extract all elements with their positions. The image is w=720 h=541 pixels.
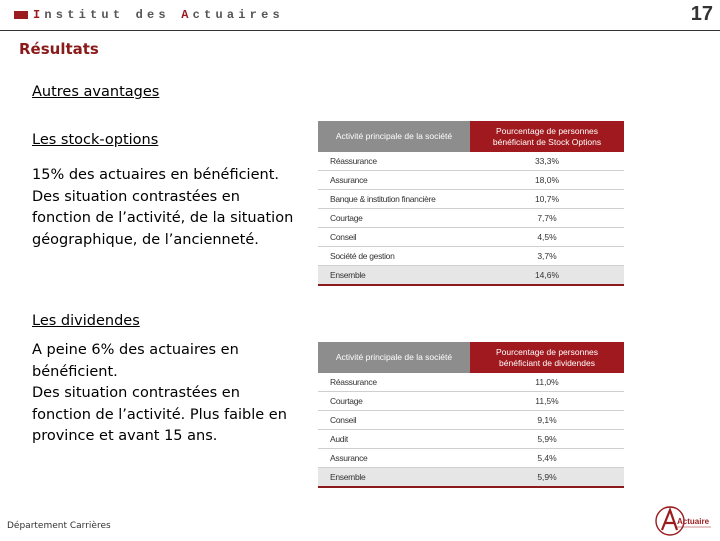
row-value: 5,4% [470,449,624,468]
total-value: 14,6% [470,266,624,286]
table-row [318,228,624,247]
header-line: Pourcentage de personnes [495,125,599,136]
brand-logo-text: Actuaire [677,517,710,526]
table-row [318,449,624,468]
table-header-activity: Activité principale de la société [318,342,470,373]
table-header-activity: Activité principale de la société [318,121,470,152]
row-label: Assurance [318,171,470,190]
row-label: Conseil [318,228,470,247]
row-label: Audit [318,430,470,449]
row-value: 5,9% [470,430,624,449]
header-rule [0,30,720,31]
row-value: 3,7% [470,247,624,266]
paragraph-line: bénéficient. [32,363,118,380]
paragraph-line: Des situation contrastées en [32,188,240,205]
row-label: Assurance [318,449,470,468]
paragraph-line: fonction de l’activité. Plus faible en [32,406,287,423]
row-value: 4,5% [470,228,624,247]
row-value: 7,7% [470,209,624,228]
table-row [318,152,624,171]
actuaire-logo-graphic [655,505,713,537]
stock-options-heading: Les stock-options [32,132,159,148]
paragraph-line: fonction de l’activité, de la situation [32,210,294,227]
row-label: Réassurance [318,152,470,171]
stock-options-table [318,121,624,286]
row-label: Société de gestion [318,247,470,266]
institute-logo-text: Institut des Actuaires [33,8,284,22]
table-row [318,190,624,209]
table-total-row [318,266,624,286]
row-value: 33,3% [470,152,624,171]
header-line: Pourcentage de personnes [495,346,599,357]
row-label: Courtage [318,209,470,228]
footer-department: Département Carrières [7,521,111,531]
page-title: Résultats [19,40,99,58]
table-header-row [318,121,624,152]
paragraph-line: géographique, de l’ancienneté. [32,231,259,248]
paragraph-line: A peine 6% des actuaires en [32,342,239,358]
paragraph-line: province et avant 15 ans. [32,428,218,445]
table-header-percentage [470,342,624,373]
dividends-heading: Les dividendes [32,313,140,329]
table-row [318,171,624,190]
table-row [318,373,624,392]
row-value: 11,5% [470,392,624,411]
paragraph-line: Des situation contrastées en [32,385,240,402]
section-heading: Autres avantages [32,84,160,100]
total-label: Ensemble [318,266,470,286]
header-line: bénéficiant de Stock Options [492,136,602,147]
table-row [318,392,624,411]
stock-options-paragraph [32,165,302,251]
table-header-percentage [470,121,624,152]
actuaire-logo-icon [655,505,713,537]
page-number: 17 [690,3,713,25]
row-value: 9,1% [470,411,624,430]
dividends-paragraph [32,340,302,448]
dividends-table [318,342,624,488]
row-label: Réassurance [318,373,470,392]
total-value: 5,9% [470,468,624,488]
total-label: Ensemble [318,468,470,488]
row-label: Conseil [318,411,470,430]
table-total-row [318,468,624,488]
table-row [318,430,624,449]
paragraph-line: 15% des actuaires en bénéficient. [32,167,279,183]
row-label: Courtage [318,392,470,411]
table-header-row [318,342,624,373]
table-row [318,411,624,430]
row-label: Banque & institution financière [318,190,470,209]
row-value: 10,7% [470,190,624,209]
header-line: bénéficiant de dividendes [499,357,595,368]
table-row [318,247,624,266]
table-row [318,209,624,228]
logo-mark [14,11,28,19]
row-value: 11,0% [470,373,624,392]
row-value: 18,0% [470,171,624,190]
